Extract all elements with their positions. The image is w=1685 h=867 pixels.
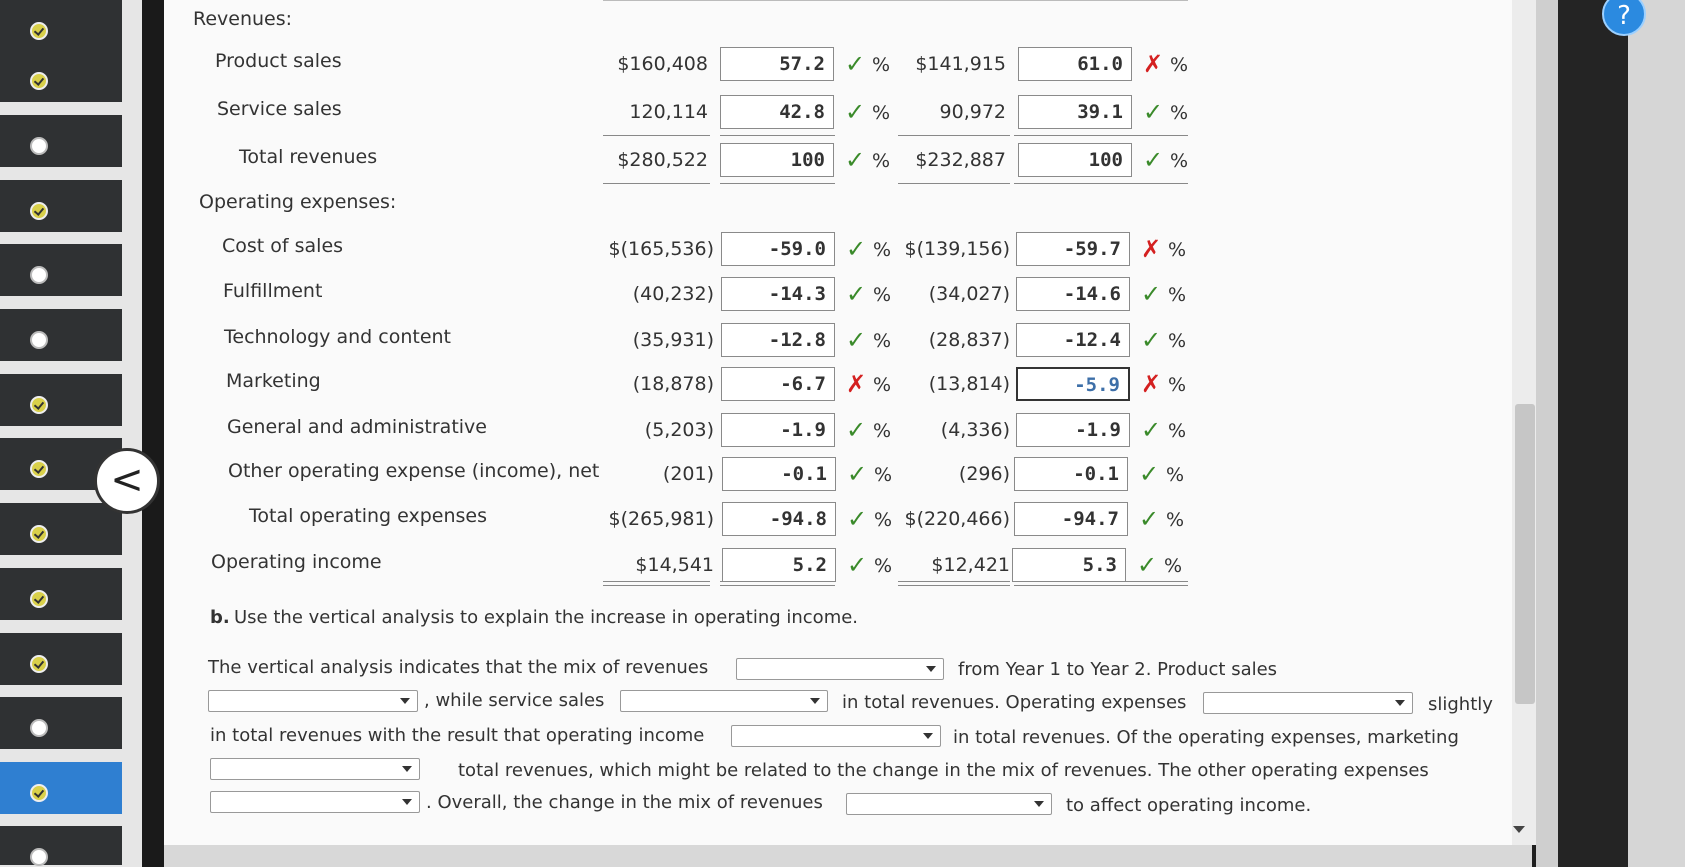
- answer-text: total revenues, which might be related to the change in the mix of revenues. The other operating expenses: [458, 760, 1429, 781]
- revenue-mix-dropdown[interactable]: [736, 658, 944, 680]
- sidebar-item[interactable]: [0, 503, 122, 557]
- year2-amount: (35,931): [632, 329, 714, 351]
- correct-check-icon: ✓: [1141, 416, 1162, 444]
- completed-check-icon: [30, 784, 48, 802]
- year1-percent-input[interactable]: -1.9: [1016, 413, 1130, 447]
- percent-sign: %: [872, 102, 891, 124]
- question-navigator: [0, 0, 142, 867]
- sidebar-item[interactable]: [0, 244, 122, 298]
- row-label: Total operating expenses: [249, 505, 487, 527]
- year1-percent-input[interactable]: -5.9: [1016, 367, 1130, 401]
- year2-amount: $(265,981): [608, 508, 714, 530]
- year1-percent-input[interactable]: 100: [1018, 143, 1132, 177]
- sidebar-item[interactable]: [0, 568, 122, 622]
- year1-amount: (34,027): [928, 283, 1010, 305]
- year2-amount: 120,114: [629, 101, 708, 123]
- correct-check-icon: ✓: [847, 460, 868, 488]
- year2-amount: $14,541: [635, 554, 714, 576]
- percent-sign: %: [1168, 330, 1187, 352]
- row-label: Service sales: [217, 98, 342, 120]
- correct-check-icon: ✓: [846, 280, 867, 308]
- year2-percent-input[interactable]: 57.2: [720, 47, 834, 81]
- year2-percent-input[interactable]: 42.8: [720, 95, 834, 129]
- correct-check-icon: ✓: [1137, 551, 1158, 579]
- percent-sign: %: [1168, 284, 1187, 306]
- table-rule: [898, 135, 1010, 136]
- table-rule: [603, 183, 710, 184]
- scrollbar-thumb[interactable]: [1515, 404, 1535, 704]
- year2-percent-input[interactable]: -1.9: [721, 413, 835, 447]
- operating-expenses-dropdown[interactable]: [1203, 692, 1413, 714]
- sidebar-item[interactable]: [0, 50, 122, 104]
- year1-percent-input[interactable]: -59.7: [1016, 232, 1130, 266]
- percent-sign: %: [1170, 54, 1189, 76]
- year2-amount: (5,203): [644, 419, 714, 441]
- row-label: Cost of sales: [222, 235, 344, 257]
- correct-check-icon: ✓: [846, 235, 867, 263]
- percent-sign: %: [872, 54, 891, 76]
- incomplete-dot-icon: [30, 848, 48, 866]
- incomplete-dot-icon: [30, 719, 48, 737]
- answer-text: in total revenues with the result that operating income: [210, 725, 705, 746]
- correct-check-icon: ✓: [847, 551, 868, 579]
- frame-edge: [1628, 0, 1685, 867]
- percent-sign: %: [873, 330, 892, 352]
- percent-sign: %: [873, 284, 892, 306]
- part-b-question: Use the vertical analysis to explain the increase in operating income.: [234, 607, 859, 628]
- year1-percent-input[interactable]: -14.6: [1016, 277, 1130, 311]
- table-rule: [603, 135, 710, 136]
- sidebar-item[interactable]: [0, 115, 122, 169]
- year2-percent-input[interactable]: 5.2: [722, 548, 836, 582]
- table-rule: [898, 183, 1010, 184]
- table-rule: [720, 581, 835, 582]
- incorrect-x-icon: ✗: [1141, 235, 1162, 263]
- row-label: Fulfillment: [223, 280, 323, 302]
- correct-check-icon: ✓: [845, 146, 866, 174]
- percent-sign: %: [873, 239, 892, 261]
- year1-amount: (296): [958, 463, 1010, 485]
- year2-percent-input[interactable]: -59.0: [721, 232, 835, 266]
- double-underline: [1014, 585, 1188, 586]
- year1-percent-input[interactable]: -94.7: [1014, 502, 1128, 536]
- sidebar-item[interactable]: [0, 633, 122, 687]
- year2-percent-input[interactable]: -0.1: [722, 457, 836, 491]
- row-label: Technology and content: [224, 326, 451, 348]
- year2-amount: (18,878): [632, 373, 714, 395]
- revenues-heading: Revenues:: [193, 8, 293, 30]
- year1-amount: (13,814): [928, 373, 1010, 395]
- year1-amount: $(139,156): [904, 238, 1010, 260]
- back-button[interactable]: <: [94, 448, 160, 514]
- percent-sign: %: [874, 464, 893, 486]
- product-sales-dropdown[interactable]: [208, 690, 418, 712]
- year2-amount: $280,522: [617, 149, 708, 171]
- percent-sign: %: [1168, 420, 1187, 442]
- year2-percent-input[interactable]: -94.8: [722, 502, 836, 536]
- percent-sign: %: [1166, 464, 1185, 486]
- answer-text: , while service sales: [424, 690, 605, 711]
- year1-amount: (4,336): [940, 419, 1010, 441]
- answer-text: from Year 1 to Year 2. Product sales: [958, 659, 1278, 680]
- table-rule: [1014, 183, 1188, 184]
- year1-percent-input[interactable]: 39.1: [1018, 95, 1132, 129]
- table-rule: [898, 581, 1010, 582]
- percent-sign: %: [1168, 239, 1187, 261]
- answer-text: The vertical analysis indicates that the mix of revenues: [208, 657, 709, 678]
- double-underline: [898, 585, 1010, 586]
- correct-check-icon: ✓: [846, 416, 867, 444]
- completed-check-icon: [30, 202, 48, 220]
- year1-amount: $12,421: [931, 554, 1010, 576]
- service-sales-dropdown[interactable]: [620, 690, 828, 712]
- help-button[interactable]: ?: [1602, 0, 1646, 36]
- sidebar-item[interactable]: [0, 762, 122, 816]
- percent-sign: %: [874, 555, 893, 577]
- table-rule: [1014, 581, 1188, 582]
- incomplete-dot-icon: [30, 266, 48, 284]
- year1-percent-input[interactable]: -0.1: [1014, 457, 1128, 491]
- divider: [142, 0, 164, 867]
- frame-rim: [1536, 0, 1558, 867]
- completed-check-icon: [30, 525, 48, 543]
- year2-amount: (201): [662, 463, 714, 485]
- correct-check-icon: ✓: [846, 326, 867, 354]
- completed-check-icon: [30, 460, 48, 478]
- year2-percent-input[interactable]: -12.8: [721, 323, 835, 357]
- year2-amount: $160,408: [617, 53, 708, 75]
- correct-check-icon: ✓: [1143, 98, 1164, 126]
- completed-check-icon: [30, 590, 48, 608]
- table-rule: [603, 581, 710, 582]
- incorrect-x-icon: ✗: [846, 370, 867, 398]
- double-underline: [603, 585, 710, 586]
- sidebar-item[interactable]: [0, 826, 122, 867]
- year1-amount: $(220,466): [904, 508, 1010, 530]
- sidebar-item[interactable]: [0, 309, 122, 363]
- correct-check-icon: ✓: [1139, 505, 1160, 533]
- row-label: Total revenues: [239, 146, 378, 168]
- answer-text: slightly: [1428, 694, 1493, 715]
- correct-check-icon: ✓: [845, 98, 866, 126]
- year1-percent-input[interactable]: 61.0: [1018, 47, 1132, 81]
- percent-sign: %: [1170, 150, 1189, 172]
- correct-check-icon: ✓: [1139, 460, 1160, 488]
- year1-amount: $232,887: [915, 149, 1006, 171]
- year1-amount: $141,915: [915, 53, 1006, 75]
- percent-sign: %: [1164, 555, 1183, 577]
- year2-amount: $(165,536): [608, 238, 714, 260]
- double-underline: [720, 585, 835, 586]
- completed-check-icon: [30, 72, 48, 90]
- completed-check-icon: [30, 22, 48, 40]
- other-expenses-dropdown[interactable]: [210, 791, 420, 813]
- incomplete-dot-icon: [30, 137, 48, 155]
- row-label: Operating income: [211, 551, 382, 573]
- sidebar-item[interactable]: [0, 0, 122, 54]
- year1-amount: (28,837): [928, 329, 1010, 351]
- table-rule: [720, 183, 835, 184]
- completed-check-icon: [30, 396, 48, 414]
- row-label: Product sales: [215, 50, 342, 72]
- correct-check-icon: ✓: [1141, 280, 1162, 308]
- percent-sign: %: [1166, 509, 1185, 531]
- operating-income-dropdown[interactable]: [731, 725, 941, 747]
- incorrect-x-icon: ✗: [1141, 370, 1162, 398]
- percent-sign: %: [1170, 102, 1189, 124]
- percent-sign: %: [874, 509, 893, 531]
- year2-percent-input[interactable]: -6.7: [721, 367, 835, 401]
- overall-mix-dropdown[interactable]: [846, 793, 1052, 815]
- marketing-dropdown[interactable]: [210, 758, 420, 780]
- year2-percent-input[interactable]: 100: [720, 143, 834, 177]
- sidebar-item[interactable]: [0, 374, 122, 428]
- sidebar-item[interactable]: [0, 697, 122, 751]
- correct-check-icon: ✓: [1141, 326, 1162, 354]
- year1-percent-input[interactable]: 5.3: [1012, 548, 1126, 582]
- answer-text: . Overall, the change in the mix of revenues: [426, 792, 823, 813]
- percent-sign: %: [1168, 374, 1187, 396]
- correct-check-icon: ✓: [1143, 146, 1164, 174]
- year1-amount: 90,972: [939, 101, 1006, 123]
- answer-text: to affect operating income.: [1066, 795, 1312, 816]
- correct-check-icon: ✓: [847, 505, 868, 533]
- part-b-prefix: b.: [210, 607, 230, 628]
- row-label: Marketing: [226, 370, 321, 392]
- answer-text: in total revenues. Operating expenses: [842, 692, 1187, 713]
- operating-expenses-heading: Operating expenses:: [199, 191, 397, 213]
- frame-dark: [1558, 0, 1628, 867]
- percent-sign: %: [872, 150, 891, 172]
- percent-sign: %: [873, 374, 892, 396]
- row-label: Other operating expense (income), net: [228, 460, 600, 482]
- table-rule: [720, 135, 835, 136]
- incorrect-x-icon: ✗: [1143, 50, 1164, 78]
- table-rule: [1014, 135, 1188, 136]
- scroll-down-arrow-icon[interactable]: [1513, 826, 1525, 833]
- year2-percent-input[interactable]: -14.3: [721, 277, 835, 311]
- panel-footer: [164, 845, 1532, 867]
- correct-check-icon: ✓: [845, 50, 866, 78]
- year1-percent-input[interactable]: -12.4: [1016, 323, 1130, 357]
- row-label: General and administrative: [227, 416, 487, 438]
- sidebar-item[interactable]: [0, 180, 122, 234]
- incomplete-dot-icon: [30, 331, 48, 349]
- percent-sign: %: [873, 420, 892, 442]
- completed-check-icon: [30, 655, 48, 673]
- year2-amount: (40,232): [632, 283, 714, 305]
- table-top-rule: [603, 0, 1188, 1]
- answer-text: in total revenues. Of the operating expenses, marketing: [953, 727, 1459, 748]
